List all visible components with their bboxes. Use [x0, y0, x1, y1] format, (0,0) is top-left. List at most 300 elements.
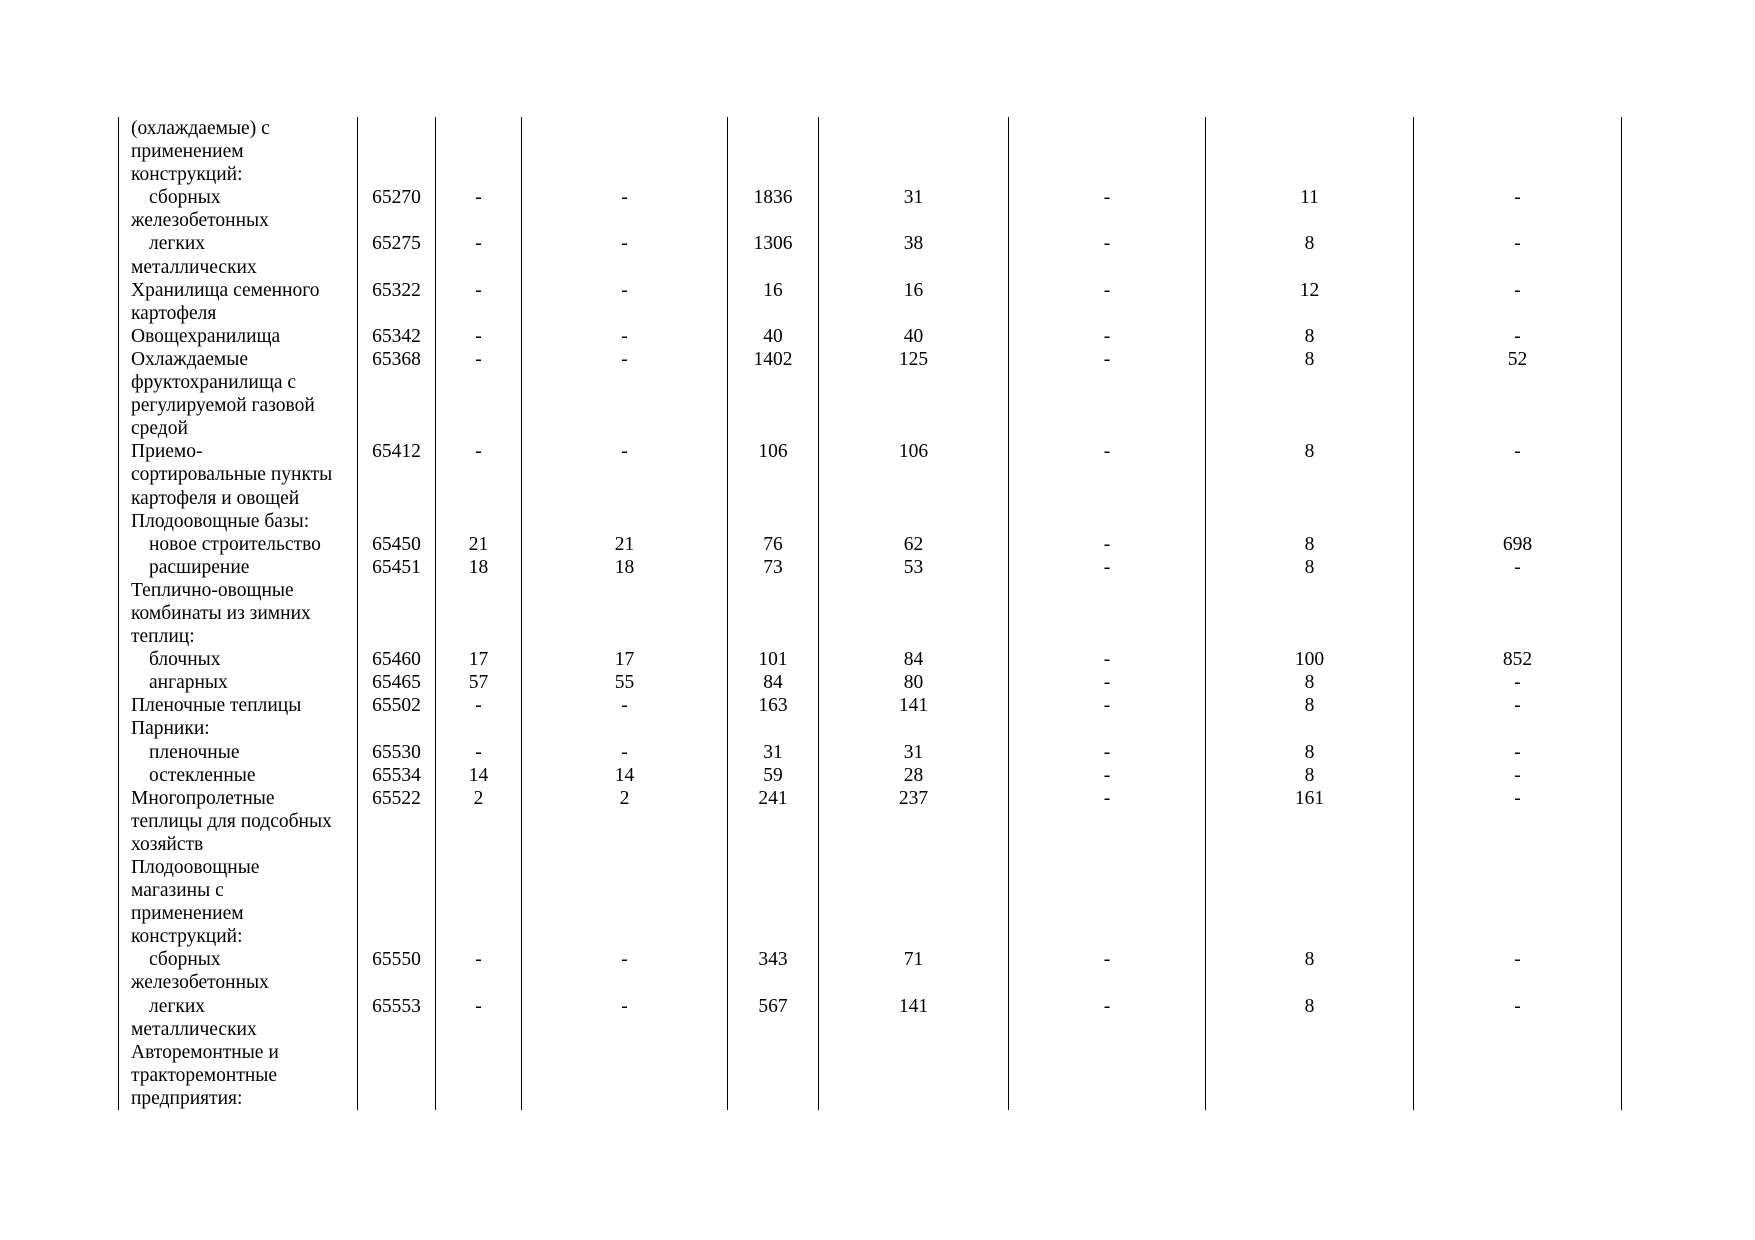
row-cell-2 [522, 879, 728, 902]
row-cell-6 [1206, 902, 1414, 925]
table-row [119, 1041, 1622, 1064]
row-cell-6 [1206, 925, 1414, 948]
row-name: средой [119, 417, 358, 440]
table-row [119, 140, 1622, 163]
row-cell-5 [1009, 256, 1206, 279]
row-cell-7 [1414, 971, 1622, 994]
row-code: 65322 [358, 279, 436, 302]
row-cell-5 [1009, 140, 1206, 163]
row-cell-1 [436, 625, 522, 648]
row-cell-5 [1009, 717, 1206, 740]
row-cell-6 [1206, 256, 1414, 279]
row-cell-1 [436, 902, 522, 925]
table-row [119, 117, 1622, 140]
row-name: ангарных [119, 671, 358, 694]
row-cell-5 [1009, 579, 1206, 602]
row-cell-6: 8 [1206, 741, 1414, 764]
row-cell-1 [436, 256, 522, 279]
row-cell-1 [436, 579, 522, 602]
row-name: железобетонных [119, 209, 358, 232]
row-cell-4 [819, 902, 1009, 925]
row-name: металлических [119, 1018, 358, 1041]
row-cell-7 [1414, 256, 1622, 279]
row-cell-6: 8 [1206, 995, 1414, 1018]
table-row [119, 925, 1622, 948]
table-row [119, 602, 1622, 625]
row-cell-3 [728, 717, 819, 740]
row-cell-2: - [522, 279, 728, 302]
row-cell-5 [1009, 417, 1206, 440]
row-cell-3 [728, 487, 819, 510]
table-row [119, 741, 1622, 764]
row-cell-2: 14 [522, 764, 728, 787]
row-name: металлических [119, 256, 358, 279]
row-cell-5 [1009, 371, 1206, 394]
row-code [358, 833, 436, 856]
row-cell-1: - [436, 279, 522, 302]
row-cell-3: 241 [728, 787, 819, 810]
table-row [119, 879, 1622, 902]
row-name: теплиц: [119, 625, 358, 648]
row-code [358, 394, 436, 417]
row-cell-5 [1009, 463, 1206, 486]
row-cell-4 [819, 879, 1009, 902]
row-cell-4 [819, 810, 1009, 833]
row-cell-4: 31 [819, 186, 1009, 209]
row-cell-3 [728, 510, 819, 533]
row-cell-1: 18 [436, 556, 522, 579]
row-cell-7: - [1414, 694, 1622, 717]
table-row [119, 810, 1622, 833]
row-cell-6: 8 [1206, 325, 1414, 348]
row-cell-6: 8 [1206, 533, 1414, 556]
row-cell-2: 55 [522, 671, 728, 694]
row-cell-2 [522, 1018, 728, 1041]
table-row [119, 556, 1622, 579]
row-cell-1 [436, 1087, 522, 1110]
row-cell-6: 8 [1206, 348, 1414, 371]
row-cell-3 [728, 1087, 819, 1110]
row-cell-4: 31 [819, 741, 1009, 764]
row-cell-6 [1206, 1018, 1414, 1041]
row-name: Плодоовощные [119, 856, 358, 879]
row-name: новое строительство [119, 533, 358, 556]
table-row [119, 902, 1622, 925]
row-name: легких [119, 995, 358, 1018]
table-row [119, 232, 1622, 255]
row-cell-4 [819, 463, 1009, 486]
row-code [358, 209, 436, 232]
row-cell-7 [1414, 625, 1622, 648]
row-cell-7 [1414, 902, 1622, 925]
row-cell-1 [436, 163, 522, 186]
row-cell-2: - [522, 440, 728, 463]
row-cell-7 [1414, 394, 1622, 417]
row-cell-1 [436, 209, 522, 232]
row-cell-6 [1206, 1087, 1414, 1110]
row-cell-6: 12 [1206, 279, 1414, 302]
row-cell-5: - [1009, 556, 1206, 579]
row-cell-5: - [1009, 694, 1206, 717]
row-cell-4 [819, 256, 1009, 279]
row-cell-1 [436, 371, 522, 394]
row-cell-1: - [436, 741, 522, 764]
row-cell-3 [728, 1064, 819, 1087]
row-cell-2 [522, 371, 728, 394]
row-cell-4 [819, 510, 1009, 533]
row-cell-3 [728, 256, 819, 279]
table-row [119, 186, 1622, 209]
row-cell-7: 698 [1414, 533, 1622, 556]
row-cell-4 [819, 417, 1009, 440]
row-cell-7: - [1414, 279, 1622, 302]
row-name: Многопролетные [119, 787, 358, 810]
row-cell-2: 18 [522, 556, 728, 579]
row-cell-1: - [436, 186, 522, 209]
row-cell-6 [1206, 971, 1414, 994]
row-code: 65412 [358, 440, 436, 463]
row-cell-6 [1206, 371, 1414, 394]
row-code [358, 1064, 436, 1087]
row-cell-4: 62 [819, 533, 1009, 556]
row-cell-5 [1009, 879, 1206, 902]
table-row [119, 487, 1622, 510]
row-cell-3 [728, 602, 819, 625]
row-cell-5: - [1009, 232, 1206, 255]
row-code: 65530 [358, 741, 436, 764]
row-cell-3: 1306 [728, 232, 819, 255]
row-cell-4: 53 [819, 556, 1009, 579]
table-row [119, 1018, 1622, 1041]
row-cell-7 [1414, 117, 1622, 140]
row-cell-7 [1414, 487, 1622, 510]
row-cell-7 [1414, 879, 1622, 902]
row-cell-4 [819, 856, 1009, 879]
row-cell-7: - [1414, 186, 1622, 209]
row-cell-3 [728, 140, 819, 163]
row-cell-7 [1414, 717, 1622, 740]
row-cell-7: - [1414, 948, 1622, 971]
row-cell-4: 237 [819, 787, 1009, 810]
row-cell-4 [819, 371, 1009, 394]
row-cell-1 [436, 1041, 522, 1064]
row-cell-2 [522, 625, 728, 648]
table-row [119, 394, 1622, 417]
row-cell-3 [728, 394, 819, 417]
row-cell-7 [1414, 602, 1622, 625]
row-code: 65270 [358, 186, 436, 209]
row-cell-7 [1414, 833, 1622, 856]
row-code [358, 971, 436, 994]
row-name: Плодоовощные базы: [119, 510, 358, 533]
row-cell-1: - [436, 694, 522, 717]
row-cell-3: 1402 [728, 348, 819, 371]
row-code [358, 163, 436, 186]
row-cell-7 [1414, 1087, 1622, 1110]
row-cell-3: 106 [728, 440, 819, 463]
row-cell-2 [522, 256, 728, 279]
row-code [358, 1018, 436, 1041]
row-code [358, 579, 436, 602]
row-cell-4: 38 [819, 232, 1009, 255]
row-cell-7 [1414, 1041, 1622, 1064]
row-cell-2 [522, 833, 728, 856]
row-cell-5: - [1009, 741, 1206, 764]
row-cell-4: 141 [819, 995, 1009, 1018]
row-code [358, 1041, 436, 1064]
row-cell-1 [436, 302, 522, 325]
row-cell-3 [728, 856, 819, 879]
row-cell-4: 40 [819, 325, 1009, 348]
row-cell-6 [1206, 856, 1414, 879]
row-cell-2: 17 [522, 648, 728, 671]
row-cell-6 [1206, 394, 1414, 417]
row-cell-5: - [1009, 279, 1206, 302]
row-cell-2 [522, 856, 728, 879]
row-cell-7: - [1414, 325, 1622, 348]
row-name: Авторемонтные и [119, 1041, 358, 1064]
table-row [119, 948, 1622, 971]
row-name: пленочные [119, 741, 358, 764]
row-cell-2 [522, 717, 728, 740]
table-row [119, 256, 1622, 279]
row-cell-6 [1206, 810, 1414, 833]
row-cell-4: 80 [819, 671, 1009, 694]
row-cell-1 [436, 925, 522, 948]
row-cell-7 [1414, 1018, 1622, 1041]
table-row [119, 764, 1622, 787]
row-cell-2 [522, 925, 728, 948]
table-row [119, 533, 1622, 556]
data-table [118, 117, 1622, 1110]
table-row [119, 995, 1622, 1018]
row-cell-4: 71 [819, 948, 1009, 971]
row-code [358, 371, 436, 394]
row-cell-4 [819, 163, 1009, 186]
row-cell-1 [436, 1018, 522, 1041]
row-cell-3: 16 [728, 279, 819, 302]
row-cell-2: - [522, 348, 728, 371]
row-cell-6 [1206, 209, 1414, 232]
row-cell-3 [728, 879, 819, 902]
row-cell-2: - [522, 741, 728, 764]
row-cell-5 [1009, 971, 1206, 994]
row-cell-3: 73 [728, 556, 819, 579]
row-cell-1 [436, 879, 522, 902]
row-cell-1 [436, 856, 522, 879]
row-cell-1: 21 [436, 533, 522, 556]
row-cell-7 [1414, 209, 1622, 232]
row-cell-5 [1009, 625, 1206, 648]
row-cell-6: 8 [1206, 232, 1414, 255]
row-name: конструкций: [119, 925, 358, 948]
row-code [358, 117, 436, 140]
row-cell-3: 76 [728, 533, 819, 556]
row-cell-7 [1414, 925, 1622, 948]
row-cell-7: - [1414, 232, 1622, 255]
row-cell-3 [728, 1041, 819, 1064]
row-cell-2 [522, 510, 728, 533]
row-name: остекленные [119, 764, 358, 787]
row-cell-5 [1009, 1064, 1206, 1087]
row-cell-4 [819, 1041, 1009, 1064]
row-name: тракторемонтные [119, 1064, 358, 1087]
row-code [358, 302, 436, 325]
row-name: применением [119, 140, 358, 163]
row-cell-2 [522, 1064, 728, 1087]
row-cell-5: - [1009, 948, 1206, 971]
row-name: железобетонных [119, 971, 358, 994]
row-cell-3 [728, 209, 819, 232]
row-cell-7: - [1414, 764, 1622, 787]
row-name: легких [119, 232, 358, 255]
row-cell-6: 100 [1206, 648, 1414, 671]
row-cell-4 [819, 602, 1009, 625]
row-name: картофеля [119, 302, 358, 325]
row-cell-3 [728, 417, 819, 440]
row-cell-4: 16 [819, 279, 1009, 302]
row-cell-3: 59 [728, 764, 819, 787]
row-cell-4 [819, 302, 1009, 325]
row-cell-5: - [1009, 186, 1206, 209]
row-cell-2 [522, 394, 728, 417]
row-cell-7: - [1414, 741, 1622, 764]
row-cell-5 [1009, 902, 1206, 925]
row-name: (охлаждаемые) с [119, 117, 358, 140]
row-cell-6 [1206, 487, 1414, 510]
row-cell-5 [1009, 602, 1206, 625]
row-code: 65342 [358, 325, 436, 348]
row-cell-7 [1414, 1064, 1622, 1087]
row-cell-5 [1009, 925, 1206, 948]
row-cell-7: - [1414, 671, 1622, 694]
row-name: фруктохранилища с [119, 371, 358, 394]
row-cell-7 [1414, 856, 1622, 879]
row-code [358, 625, 436, 648]
row-cell-7: - [1414, 556, 1622, 579]
row-cell-3: 567 [728, 995, 819, 1018]
row-cell-5: - [1009, 648, 1206, 671]
row-cell-6 [1206, 163, 1414, 186]
row-cell-4: 106 [819, 440, 1009, 463]
row-name: сборных [119, 948, 358, 971]
row-cell-1 [436, 463, 522, 486]
row-cell-2: - [522, 694, 728, 717]
row-cell-2 [522, 902, 728, 925]
row-cell-2 [522, 209, 728, 232]
table-row [119, 856, 1622, 879]
row-code [358, 417, 436, 440]
row-code: 65368 [358, 348, 436, 371]
row-cell-4 [819, 717, 1009, 740]
row-cell-7 [1414, 510, 1622, 533]
row-cell-3 [728, 371, 819, 394]
table-row [119, 302, 1622, 325]
row-cell-2 [522, 579, 728, 602]
row-cell-1 [436, 487, 522, 510]
row-cell-4 [819, 833, 1009, 856]
row-cell-1: 57 [436, 671, 522, 694]
row-code: 65451 [358, 556, 436, 579]
row-cell-5 [1009, 810, 1206, 833]
row-cell-3: 84 [728, 671, 819, 694]
row-cell-2 [522, 602, 728, 625]
row-cell-2 [522, 302, 728, 325]
table-row [119, 1064, 1622, 1087]
table-row [119, 463, 1622, 486]
row-cell-7 [1414, 579, 1622, 602]
row-cell-1 [436, 140, 522, 163]
row-cell-4 [819, 1087, 1009, 1110]
row-cell-1 [436, 717, 522, 740]
row-cell-4: 141 [819, 694, 1009, 717]
row-cell-2 [522, 463, 728, 486]
row-cell-3 [728, 463, 819, 486]
row-cell-1: 2 [436, 787, 522, 810]
row-cell-3 [728, 302, 819, 325]
row-cell-7 [1414, 163, 1622, 186]
row-name: Пленочные теплицы [119, 694, 358, 717]
row-cell-1: - [436, 948, 522, 971]
row-cell-5: - [1009, 533, 1206, 556]
row-code [358, 487, 436, 510]
table-row [119, 371, 1622, 394]
row-cell-3: 31 [728, 741, 819, 764]
row-cell-7 [1414, 302, 1622, 325]
row-cell-5 [1009, 302, 1206, 325]
row-cell-6: 8 [1206, 440, 1414, 463]
row-code [358, 256, 436, 279]
row-cell-5 [1009, 117, 1206, 140]
row-cell-6 [1206, 417, 1414, 440]
table-row [119, 694, 1622, 717]
row-cell-2: - [522, 186, 728, 209]
table-row [119, 1087, 1622, 1110]
row-cell-3 [728, 163, 819, 186]
row-cell-7: 852 [1414, 648, 1622, 671]
row-code [358, 602, 436, 625]
row-cell-6 [1206, 579, 1414, 602]
row-name: Приемо- [119, 440, 358, 463]
row-cell-6: 8 [1206, 556, 1414, 579]
row-cell-5: - [1009, 440, 1206, 463]
table-row [119, 440, 1622, 463]
row-cell-4 [819, 140, 1009, 163]
row-cell-5: - [1009, 764, 1206, 787]
row-cell-3 [728, 833, 819, 856]
row-cell-6 [1206, 463, 1414, 486]
row-cell-3 [728, 902, 819, 925]
table-row [119, 579, 1622, 602]
row-cell-7 [1414, 140, 1622, 163]
row-code: 65460 [358, 648, 436, 671]
row-cell-1 [436, 510, 522, 533]
row-code [358, 510, 436, 533]
row-cell-2 [522, 810, 728, 833]
row-cell-6 [1206, 602, 1414, 625]
table-row [119, 163, 1622, 186]
table-row [119, 510, 1622, 533]
row-cell-1: - [436, 325, 522, 348]
row-cell-7 [1414, 371, 1622, 394]
row-cell-6 [1206, 140, 1414, 163]
row-cell-4 [819, 487, 1009, 510]
row-cell-3 [728, 1018, 819, 1041]
row-cell-6 [1206, 302, 1414, 325]
table-row [119, 209, 1622, 232]
row-name: магазины с [119, 879, 358, 902]
row-cell-4 [819, 209, 1009, 232]
